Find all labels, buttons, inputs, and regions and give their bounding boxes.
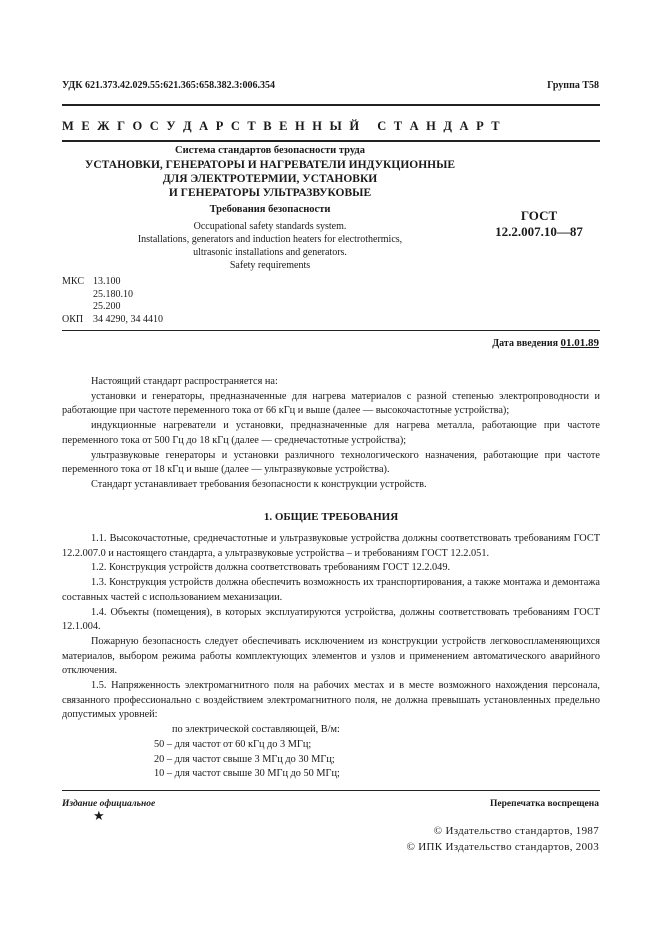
mks-code-2: 25.180.10	[93, 288, 133, 300]
title-line-3: И ГЕНЕРАТОРЫ УЛЬТРАЗВУКОВЫЕ	[168, 187, 372, 199]
limit-item: 50 – для частот от 60 кГц до 3 МГц;	[154, 738, 312, 750]
clause-1-5: 1.5. Напряженность электромагнитного поля на рабочих местах и в месте возможного нахождения персонала, связанного профессионально с воздействием электромагнитного поля, не должна превышать установленных предельно допустимых уровней:	[62, 680, 600, 721]
electric-component-label: по электрической составляющей, В/м:	[172, 724, 340, 736]
gost-number: 12.2.007.10—87	[495, 224, 583, 239]
scope-paragraph: ультразвуковые генераторы и установки различного технологического назначения, работающие при частоте переменного тока от 18 кГц и выше (далее — ультразвуковые устройства).	[62, 449, 600, 476]
limit-item: 10 – для частот свыше 30 МГц до 50 МГц;	[154, 768, 340, 780]
star-icon: ★	[93, 808, 105, 823]
section-1-body	[62, 532, 600, 782]
clause-1-4: 1.4. Объекты (помещения), в которых эксплуатируются устройства, должны соответствовать требованиям ГОСТ 12.1.004.	[62, 606, 600, 633]
scope-paragraph: установки и генераторы, предназначенные для нагрева материалов с разной степенью электропроводности и работающие при частоте переменного тока от 66 кГц и выше (далее — высокочастотные устройства);	[62, 390, 600, 417]
title-block	[62, 144, 478, 272]
mks-code-1: 13.100	[93, 276, 121, 287]
clause-1-4-fire: Пожарную безопасность следует обеспечивать исключением из конструкции устройств легковоспламеняющихся материалов, выбором режима работы комплектующих элементов и узлов и применением автоматического аварийного отключения.	[62, 635, 600, 677]
english-title-4: Safety requirements	[229, 260, 311, 271]
mks-label: МКС	[62, 276, 84, 287]
footer-rule	[62, 790, 600, 791]
requirements-subtitle: Требования безопасности	[209, 204, 331, 215]
standard-banner: М Е Ж Г О С У Д А Р С Т В Е Н Н Ы Й С Т А Н Д А Р Т	[62, 119, 502, 133]
english-title-3: ultrasonic installations and generators.	[193, 247, 347, 258]
okp-label: ОКП	[62, 313, 84, 325]
gost-label: ГОСТ	[520, 208, 558, 223]
reprint-prohibited: Перепечатка воспрещена	[489, 799, 599, 809]
limit-item: 20 – для частот свыше 3 МГц до 30 МГц;	[154, 753, 335, 765]
scope-paragraph: индукционные нагреватели и установки, предназначенные для нагрева металла, работающие при частоте переменного тока от 500 Гц до 18 кГц (далее — среднечастотные устройства);	[62, 420, 600, 446]
codes-rule	[62, 330, 600, 331]
clause-1-3: 1.3. Конструкция устройств должна обеспечить возможность их транспортирования, а также монтажа и демонтажа составных частей с использованием механизации.	[62, 577, 600, 603]
banner-rule	[62, 140, 600, 142]
intro-date-value: 01.01.89	[560, 337, 599, 349]
copyright-1: © Издательство стандартов, 1987	[433, 825, 599, 837]
udc-code: УДК 621.373.42.029.55:621.365:658.382.3:006.354	[62, 80, 275, 91]
okp-code: 34 4290, 34 4410	[93, 313, 163, 325]
scope-paragraph: Настоящий стандарт распространяется на:	[91, 376, 278, 387]
classification-codes	[62, 276, 163, 326]
english-title-2: Installations, generators and induction heaters for electrothermics,	[137, 234, 403, 245]
section-heading: 1. ОБЩИЕ ТРЕБОВАНИЯ	[263, 511, 399, 523]
english-title-1: Occupational safety standards system.	[193, 221, 347, 232]
scope-paragraph: Стандарт устанавливает требования безопасности к конструкции устройств.	[91, 478, 427, 490]
clause-1-2: 1.2. Конструкция устройств должна соответствовать требованиям ГОСТ 12.2.049.	[91, 562, 451, 574]
title-line-1: УСТАНОВКИ, ГЕНЕРАТОРЫ И НАГРЕВАТЕЛИ ИНДУКЦИОННЫЕ	[84, 159, 456, 171]
group-code: Группа Т58	[547, 80, 599, 91]
copyright-2: © ИПК Издательство стандартов, 2003	[406, 841, 599, 853]
edition-official: Издание официальное	[62, 799, 156, 809]
scope-section	[62, 375, 600, 493]
system-title: Система стандартов безопасности труда	[175, 145, 365, 156]
intro-date-label: Дата введения	[492, 338, 558, 349]
title-line-2: ДЛЯ ЭЛЕКТРОТЕРМИИ, УСТАНОВКИ	[162, 173, 378, 185]
intro-date	[492, 337, 599, 349]
mks-code-3: 25.200	[93, 301, 121, 312]
clause-1-1: 1.1. Высокочастотные, среднечастотные и ультразвуковые устройства должны соответствовать требованиям ГОСТ 12.2.007.0 и настоящего стандарта, а ультразвуковые устройства – и требованиям ГОСТ 12.2.051.	[62, 533, 600, 559]
top-rule	[62, 104, 600, 106]
